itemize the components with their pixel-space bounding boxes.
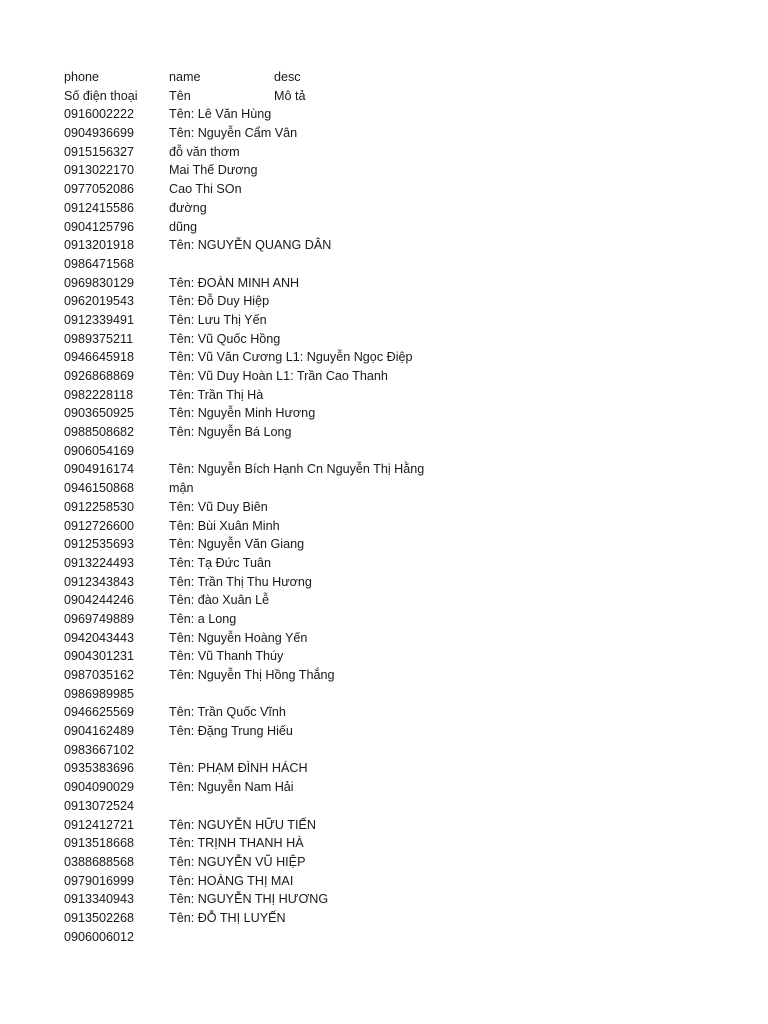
table-row — [64, 535, 744, 554]
name-cell: Tên: Nguyễn Hoàng Yến — [169, 630, 308, 645]
table-row — [64, 479, 744, 498]
phone-cell: 0942043443 — [64, 630, 135, 645]
phone-cell: 0926868869 — [64, 369, 135, 383]
table-row — [64, 685, 744, 704]
phone-cell: 0913518668 — [64, 836, 135, 851]
table-row — [64, 143, 744, 162]
phone-cell: 0912339491 — [64, 312, 135, 327]
name-cell: Tên: NGUYỄN VŨ HIỆP — [169, 854, 306, 869]
table-row — [64, 554, 744, 573]
phone-cell: 0388688568 — [64, 854, 135, 869]
table-body — [64, 105, 744, 946]
table-row — [64, 180, 744, 199]
subheader-name: Tên — [169, 88, 191, 103]
name-cell: Tên: Nguyễn Nam Hải — [169, 780, 294, 795]
name-cell: dũng — [169, 219, 198, 234]
name-cell: Tên: Nguyễn Thị Hồng Thắng — [169, 668, 335, 682]
name-cell: Tên: Lê Văn Hùng — [169, 107, 272, 122]
phone-cell: 0982228118 — [64, 387, 134, 402]
name-cell: Tên: Trần Thị Thu Hương — [169, 574, 312, 589]
table-row — [64, 928, 744, 947]
name-cell: Tên: HOÀNG THỊ MAI — [169, 873, 294, 888]
table-row — [64, 666, 744, 685]
phone-cell: 0979016999 — [64, 873, 135, 888]
phone-cell: 0904244246 — [64, 593, 135, 608]
name-cell: Tên: NGUYỄN HỮU TIẾN — [169, 817, 316, 832]
table-row — [64, 778, 744, 797]
table-row — [64, 423, 744, 442]
phone-cell: 0962019543 — [64, 294, 135, 309]
table-row — [64, 199, 744, 218]
name-cell — [169, 255, 744, 274]
table-row — [64, 442, 744, 461]
name-cell: Tên: Bùi Xuân Minh — [169, 518, 280, 533]
name-cell: Tên: ĐỖ THỊ LUYẾN — [169, 910, 286, 925]
table-row — [64, 797, 744, 816]
name-cell: Tên: Nguyễn Bá Long — [169, 425, 292, 440]
name-cell: Tên: Trần Quốc Vĩnh — [169, 705, 286, 720]
phone-cell: 0912412721 — [64, 817, 135, 832]
name-cell: Tên: ĐOÀN MINH ANH — [169, 275, 300, 290]
phone-cell: 0904936699 — [64, 126, 135, 141]
name-cell: Tên: Vũ Duy Hoàn L1: Trần Cao Thanh — [169, 369, 388, 383]
phone-cell: 0913340943 — [64, 892, 135, 907]
phone-cell: 0986471568 — [64, 256, 135, 271]
table-row — [64, 853, 744, 872]
name-cell: mận — [169, 481, 194, 496]
name-cell: Tên: Vũ Văn Cương L1: Nguyễn Ngọc Điệp — [169, 350, 413, 365]
phone-cell: 0969749889 — [64, 611, 135, 626]
phone-cell: 0904301231 — [64, 649, 135, 664]
table-row — [64, 759, 744, 778]
phone-cell: 0977052086 — [64, 182, 135, 197]
phone-cell: 0913022170 — [64, 163, 135, 178]
phone-cell: 0912258530 — [64, 499, 135, 514]
table-row — [64, 218, 744, 237]
table-row — [64, 236, 744, 255]
phone-cell: 0912726600 — [64, 518, 135, 533]
table-row — [64, 386, 744, 405]
table-row — [64, 460, 744, 479]
table-row — [64, 722, 744, 741]
name-cell: Tên: Nguyễn Văn Giang — [169, 537, 305, 552]
table-row — [64, 816, 744, 835]
phone-cell: 0912535693 — [64, 537, 135, 552]
phone-cell: 0904125796 — [64, 219, 135, 234]
header-row — [64, 68, 744, 87]
table-row — [64, 834, 744, 853]
table-row — [64, 311, 744, 330]
name-cell: Tên: Đặng Trung Hiếu — [169, 724, 293, 739]
table-row — [64, 292, 744, 311]
name-cell: Tên: PHẠM ĐÌNH HÁCH — [169, 761, 308, 776]
phone-cell: 0913072524 — [64, 798, 135, 813]
table-row — [64, 703, 744, 722]
phone-cell: 0987035162 — [64, 668, 135, 682]
name-cell: Tên: Vũ Thanh Thúy — [169, 649, 284, 664]
name-cell: Tên: Vũ Quốc Hồng — [169, 331, 281, 346]
phone-cell: 0913224493 — [64, 555, 135, 570]
table-row — [64, 367, 744, 386]
phone-cell: 0904162489 — [64, 724, 135, 739]
table-row — [64, 255, 744, 274]
table-row — [64, 348, 744, 367]
header-desc: desc — [274, 70, 301, 84]
header-name: name — [169, 70, 201, 84]
phone-cell: 0906006012 — [64, 929, 135, 944]
table-row — [64, 610, 744, 629]
phone-cell: 0903650925 — [64, 406, 135, 421]
phone-cell: 0913201918 — [64, 238, 135, 253]
table-row — [64, 890, 744, 909]
subheader-desc: Mô tả — [274, 88, 306, 103]
name-cell: Tên: Trần Thị Hà — [169, 387, 264, 402]
table-row — [64, 274, 744, 293]
table-row — [64, 573, 744, 592]
name-cell: Tên: Nguyễn Bích Hạnh Cn Nguyễn Thị Hằng — [169, 462, 425, 477]
phone-cell: 0946625569 — [64, 705, 135, 720]
header-phone: phone — [64, 70, 100, 84]
table-row — [64, 517, 744, 536]
name-cell: Tên: Tạ Đức Tuân — [169, 555, 271, 570]
phone-cell: 0912343843 — [64, 574, 135, 589]
name-cell: Cao Thi SOn — [169, 182, 242, 197]
phone-cell: 0946645918 — [64, 350, 135, 365]
phone-cell: 0946150868 — [64, 481, 135, 496]
phone-cell: 0989375211 — [64, 331, 134, 346]
table-row — [64, 330, 744, 349]
name-cell: Tên: TRỊNH THANH HÀ — [169, 836, 304, 851]
subheader-phone: Số điện thoại — [64, 88, 138, 103]
table-row — [64, 647, 744, 666]
table-row — [64, 591, 744, 610]
table-row — [64, 741, 744, 760]
name-cell: Tên: Vũ Duy Biên — [169, 499, 268, 514]
phone-cell: 0915156327 — [64, 144, 135, 159]
phone-cell: 0988508682 — [64, 425, 135, 440]
name-cell: đường — [169, 200, 207, 215]
phone-cell: 0913502268 — [64, 910, 135, 925]
name-cell — [169, 741, 744, 760]
table-row — [64, 404, 744, 423]
phone-cell: 0969830129 — [64, 275, 135, 290]
phone-cell: 0904916174 — [64, 462, 135, 477]
name-cell — [169, 685, 744, 704]
phone-cell: 0906054169 — [64, 443, 135, 458]
name-cell: đỗ văn thơm — [169, 144, 240, 159]
phone-cell: 0916002222 — [64, 107, 135, 122]
phone-cell: 0986989985 — [64, 686, 135, 701]
name-cell: Mai Thế Dương — [169, 163, 258, 178]
subheader-row — [64, 87, 744, 106]
table-row — [64, 872, 744, 891]
table-row — [64, 498, 744, 517]
name-cell: Tên: Nguyễn Cẩm Vân — [169, 126, 298, 141]
table-row — [64, 161, 744, 180]
name-cell — [169, 928, 744, 947]
name-cell: Tên: Đỗ Duy Hiệp — [169, 294, 270, 309]
name-cell: Tên: Nguyễn Minh Hương — [169, 406, 316, 421]
name-cell: Tên: NGUYỄN THỊ HƯƠNG — [169, 892, 329, 907]
phone-cell: 0904090029 — [64, 780, 135, 795]
contact-table — [64, 68, 744, 946]
table-row — [64, 909, 744, 928]
name-cell: Tên: đào Xuân Lễ — [169, 593, 270, 608]
name-cell: Tên: NGUYỄN QUANG DÂN — [169, 238, 332, 253]
name-cell: Tên: Lưu Thị Yến — [169, 312, 267, 327]
table-row — [64, 124, 744, 143]
phone-cell: 0912415586 — [64, 200, 135, 215]
table-row — [64, 105, 744, 124]
name-cell: Tên: a Long — [169, 611, 237, 626]
phone-cell: 0935383696 — [64, 761, 135, 776]
name-cell — [169, 442, 744, 461]
name-cell — [169, 797, 744, 816]
phone-cell: 0983667102 — [64, 742, 135, 757]
table-row — [64, 629, 744, 648]
